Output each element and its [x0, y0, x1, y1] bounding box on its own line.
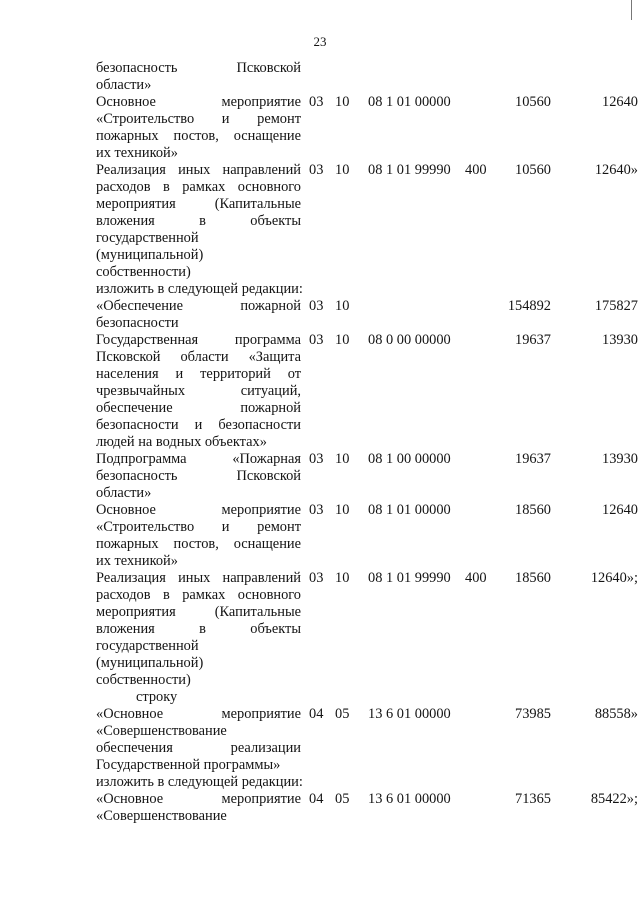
row-name-line: безопасности	[96, 315, 179, 331]
subsection-code: 05	[335, 706, 350, 722]
amount-year-2: 12640	[602, 502, 638, 518]
table-row	[96, 791, 638, 825]
budget-table	[96, 60, 638, 825]
row-name-line: Основное мероприятие	[96, 94, 301, 110]
subsection-code: 10	[335, 298, 350, 314]
row-name-line: безопасность Псковской	[96, 468, 301, 484]
subsection-code: 05	[335, 791, 350, 807]
row-name-line: пожарных постов, оснащение	[96, 128, 301, 144]
page-number: 23	[313, 34, 327, 49]
row-name-line: Реализация иных направлений	[96, 570, 301, 586]
row-name-line: безопасности и безопасности	[96, 417, 301, 433]
row-name	[96, 60, 301, 94]
amount-year-2: 13930	[602, 332, 638, 348]
amount-year-2: 13930	[602, 451, 638, 467]
expense-type-code: 400	[465, 162, 487, 178]
target-article-code: 08 1 01 99990	[368, 162, 451, 178]
page-edge-line	[631, 0, 632, 20]
section-code: 03	[309, 162, 324, 178]
row-name-line: их техникой»	[96, 145, 178, 161]
row-name-line: Государственная программа	[96, 332, 301, 348]
row-name	[96, 502, 301, 570]
amount-year-1: 18560	[515, 502, 551, 518]
row-name-line: пожарных постов, оснащение	[96, 536, 301, 552]
subsection-code: 10	[335, 451, 350, 467]
row-name	[96, 298, 301, 332]
row-name-line: безопасность Псковской	[96, 60, 301, 76]
amount-year-2: 12640	[602, 94, 638, 110]
row-name	[96, 451, 301, 502]
section-code: 03	[309, 451, 324, 467]
row-name-line: Реализация иных направлений	[96, 162, 301, 178]
amount-year-1: 10560	[515, 162, 551, 178]
subsection-code: 10	[335, 502, 350, 518]
table-row	[96, 94, 638, 162]
row-name-line: (муниципальной)	[96, 655, 204, 671]
section-code: 03	[309, 570, 324, 586]
section-code: 03	[309, 94, 324, 110]
row-name-line: Государственной программы»	[96, 757, 281, 773]
table-row	[96, 298, 638, 332]
row-name-line: «Совершенствование	[96, 723, 227, 739]
section-code: 03	[309, 502, 324, 518]
amount-year-1: 71365	[515, 791, 551, 807]
row-name	[96, 706, 301, 774]
row-name-line: собственности)	[96, 264, 191, 280]
row-name-line: вложения в объекты	[96, 213, 301, 229]
table-row	[96, 451, 638, 502]
expense-type-code: 400	[465, 570, 487, 586]
table-row	[96, 502, 638, 570]
row-name	[96, 791, 301, 825]
row-name-line: обеспечение пожарной	[96, 400, 301, 416]
row-name-line: мероприятия (Капитальные	[96, 604, 301, 620]
table-row	[96, 162, 638, 281]
target-article-code: 08 0 00 00000	[368, 332, 451, 348]
row-name	[96, 94, 301, 162]
row-name-line: Псковской области «Защита	[96, 349, 301, 365]
row-name-line: государственной	[96, 230, 199, 246]
row-name	[96, 570, 301, 689]
row-name-line: Подпрограмма «Пожарная	[96, 451, 301, 467]
amount-year-1: 10560	[515, 94, 551, 110]
instruction-text: изложить в следующей редакции:	[96, 774, 303, 790]
row-name-line: «Совершенствование	[96, 808, 227, 824]
row-name-line: их техникой»	[96, 553, 178, 569]
target-article-code: 13 6 01 00000	[368, 706, 451, 722]
row-name	[96, 332, 301, 451]
table-row	[96, 570, 638, 689]
row-name	[96, 162, 301, 281]
row-name-line: населения и территорий от	[96, 366, 301, 382]
subsection-code: 10	[335, 332, 350, 348]
target-article-code: 08 1 00 00000	[368, 451, 451, 467]
section-code: 03	[309, 298, 324, 314]
amount-year-1: 154892	[507, 298, 551, 314]
amount-year-1: 19637	[515, 451, 551, 467]
target-article-code: 13 6 01 00000	[368, 791, 451, 807]
subsection-code: 10	[335, 570, 350, 586]
row-name-line: (муниципальной)	[96, 247, 204, 263]
row-name-line: «Строительство и ремонт	[96, 111, 301, 127]
amount-year-2: 85422»;	[590, 791, 638, 807]
instruction-text: строку	[136, 689, 178, 705]
row-name-line: «Обеспечение пожарной	[96, 298, 301, 314]
row-name-line: мероприятия (Капитальные	[96, 196, 301, 212]
amount-year-1: 73985	[515, 706, 551, 722]
instruction-text: изложить в следующей редакции:	[96, 281, 303, 297]
section-code: 03	[309, 332, 324, 348]
target-article-code: 08 1 01 00000	[368, 94, 451, 110]
row-name-line: людей на водных объектах»	[96, 434, 267, 450]
row-name-line: «Основное мероприятие	[96, 706, 301, 722]
amount-year-2: 175827	[594, 298, 638, 314]
row-name-line: чрезвычайных ситуаций,	[96, 383, 301, 399]
row-name-line: государственной	[96, 638, 199, 654]
subsection-code: 10	[335, 162, 350, 178]
table-row	[96, 706, 638, 774]
row-name-line: собственности)	[96, 672, 191, 688]
row-name-line: расходов в рамках основного	[96, 179, 301, 195]
amount-year-1: 19637	[515, 332, 551, 348]
row-name-line: вложения в объекты	[96, 621, 301, 637]
table-row	[96, 332, 638, 451]
amount-year-2: 12640»	[594, 162, 638, 178]
section-code: 04	[309, 706, 324, 722]
target-article-code: 08 1 01 00000	[368, 502, 451, 518]
row-name-line: Основное мероприятие	[96, 502, 301, 518]
row-name-line: обеспечения реализации	[96, 740, 301, 756]
row-name-line: «Строительство и ремонт	[96, 519, 301, 535]
amount-year-2: 88558»	[594, 706, 638, 722]
section-code: 04	[309, 791, 324, 807]
row-name-line: области»	[96, 485, 152, 501]
row-name-line: расходов в рамках основного	[96, 587, 301, 603]
table-row	[96, 60, 626, 94]
row-name-line: «Основное мероприятие	[96, 791, 301, 807]
subsection-code: 10	[335, 94, 350, 110]
amount-year-1: 18560	[515, 570, 551, 586]
target-article-code: 08 1 01 99990	[368, 570, 451, 586]
amount-year-2: 12640»;	[590, 570, 638, 586]
row-name-line: области»	[96, 77, 152, 93]
